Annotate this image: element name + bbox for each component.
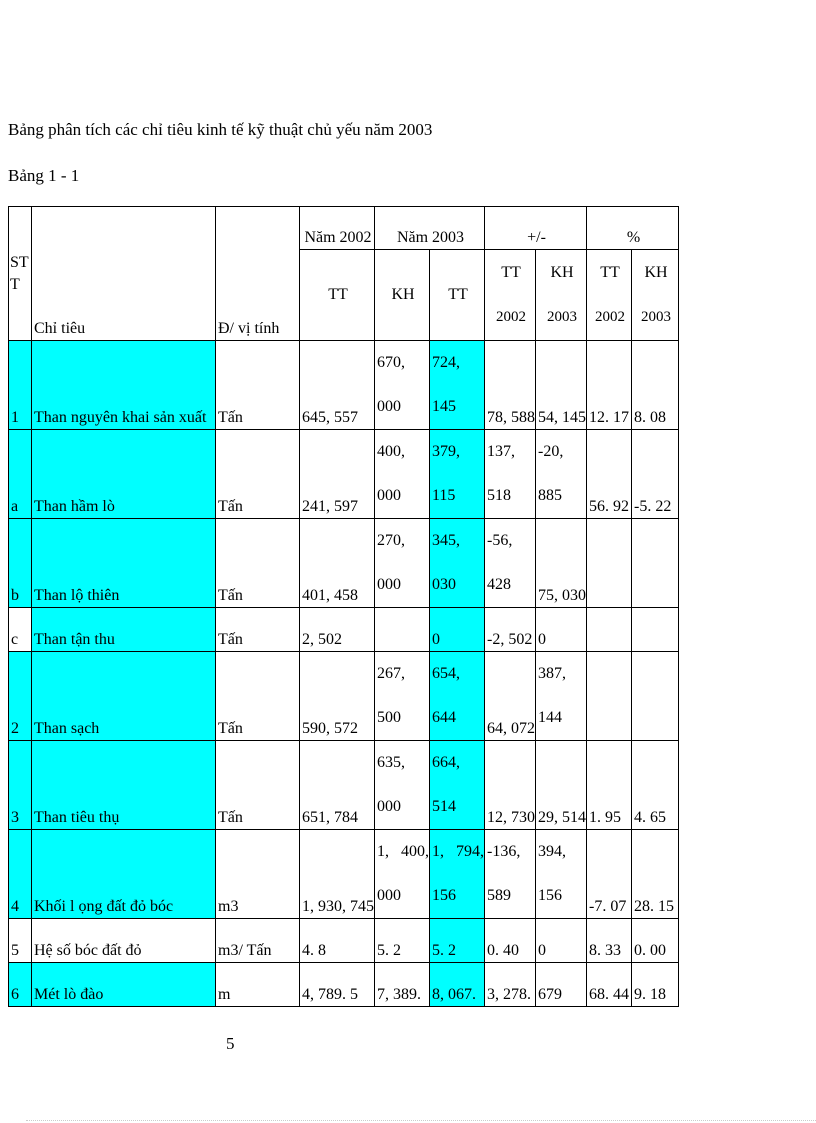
row-pc-kh: 4. 65 xyxy=(632,741,679,830)
header-tt-2002: TT xyxy=(300,250,375,341)
row-unit: m3/ Tấn xyxy=(216,919,300,963)
row-pc-tt: 1. 95 xyxy=(587,741,632,830)
row-pc-tt: 8. 33 xyxy=(587,919,632,963)
table-row xyxy=(9,963,679,1007)
row-pm-kh: 29, 514 xyxy=(536,741,587,830)
row-kh2003: 267, 500 xyxy=(375,652,430,741)
row-tt2002: 645, 557 xyxy=(300,341,375,430)
row-tt2002: 2, 502 xyxy=(300,608,375,652)
row-stt: a xyxy=(9,430,32,519)
row-tt2003: 724, 145 xyxy=(430,341,485,430)
page-number: 5 xyxy=(226,1034,235,1053)
header-stt: ST T xyxy=(9,207,32,341)
header-chi-tieu: Chỉ tiêu xyxy=(32,207,216,341)
row-tt2002: 4, 789. 5 xyxy=(300,963,375,1007)
header-pm-tt: TT 2002 xyxy=(485,250,536,341)
header-kh-2003: KH xyxy=(375,250,430,341)
row-kh2003 xyxy=(375,608,430,652)
table-row xyxy=(9,430,679,519)
row-name: Hệ số bóc đất đỏ xyxy=(32,919,216,963)
row-pc-kh: -5. 22 xyxy=(632,430,679,519)
row-stt: 2 xyxy=(9,652,32,741)
row-tt2003: 345, 030 xyxy=(430,519,485,608)
header-nam-2002: Năm 2002 xyxy=(300,207,375,250)
row-kh2003: 670, 000 xyxy=(375,341,430,430)
table-row xyxy=(9,741,679,830)
row-pm-tt: -56, 428 xyxy=(485,519,536,608)
table-row xyxy=(9,652,679,741)
row-pc-tt: 12. 17 xyxy=(587,341,632,430)
row-pc-tt xyxy=(587,519,632,608)
page-separator xyxy=(26,1120,816,1121)
row-pm-kh: -20, 885 xyxy=(536,430,587,519)
header-pm-kh: KH 2003 xyxy=(536,250,587,341)
row-pc-kh: 9. 18 xyxy=(632,963,679,1007)
row-kh2003: 400, 000 xyxy=(375,430,430,519)
row-name: Than sạch xyxy=(32,652,216,741)
table-caption: Bảng 1 - 1 xyxy=(8,166,80,185)
row-kh2003: 7, 389. xyxy=(375,963,430,1007)
row-pc-kh xyxy=(632,608,679,652)
row-stt: 3 xyxy=(9,741,32,830)
row-stt: c xyxy=(9,608,32,652)
row-unit: Tấn xyxy=(216,608,300,652)
row-pc-tt xyxy=(587,652,632,741)
row-kh2003: 1, 400, 000 xyxy=(375,830,430,919)
row-stt: b xyxy=(9,519,32,608)
row-pm-tt: 12, 730 xyxy=(485,741,536,830)
row-pc-tt: 68. 44 xyxy=(587,963,632,1007)
row-pm-kh: 387, 144 xyxy=(536,652,587,741)
row-pm-tt: -2, 502 xyxy=(485,608,536,652)
table-row xyxy=(9,919,679,963)
row-unit: m xyxy=(216,963,300,1007)
page-title: Bảng phân tích các chỉ tiêu kinh tế kỹ thuật chủ yếu năm 2003 xyxy=(8,120,433,139)
row-stt: 1 xyxy=(9,341,32,430)
row-tt2002: 4. 8 xyxy=(300,919,375,963)
row-pc-kh: 28. 15 xyxy=(632,830,679,919)
row-stt: 5 xyxy=(9,919,32,963)
row-pm-tt: 137, 518 xyxy=(485,430,536,519)
row-pc-kh: 8. 08 xyxy=(632,341,679,430)
row-kh2003: 635, 000 xyxy=(375,741,430,830)
header-pc-kh: KH 2003 xyxy=(632,250,679,341)
row-tt2003: 654, 644 xyxy=(430,652,485,741)
row-name: Than tiêu thụ xyxy=(32,741,216,830)
row-tt2003: 379, 115 xyxy=(430,430,485,519)
row-stt: 6 xyxy=(9,963,32,1007)
row-tt2003: 664, 514 xyxy=(430,741,485,830)
row-pc-tt: -7. 07 xyxy=(587,830,632,919)
row-name: Mét lò đào xyxy=(32,963,216,1007)
row-unit: Tấn xyxy=(216,430,300,519)
row-unit: Tấn xyxy=(216,341,300,430)
row-unit: Tấn xyxy=(216,741,300,830)
row-pc-tt xyxy=(587,608,632,652)
row-pc-tt: 56. 92 xyxy=(587,430,632,519)
table-row xyxy=(9,830,679,919)
row-stt: 4 xyxy=(9,830,32,919)
row-unit: Tấn xyxy=(216,652,300,741)
row-kh2003: 270, 000 xyxy=(375,519,430,608)
table-row xyxy=(9,519,679,608)
row-tt2002: 1, 930, 745 xyxy=(300,830,375,919)
row-tt2003: 8, 067. xyxy=(430,963,485,1007)
header-tt-2003: TT xyxy=(430,250,485,341)
table-row xyxy=(9,341,679,430)
header-pc-tt: TT 2002 xyxy=(587,250,632,341)
row-pm-tt: 64, 072 xyxy=(485,652,536,741)
header-plus-minus: +/- xyxy=(485,207,587,250)
row-pm-tt: 78, 588 xyxy=(485,341,536,430)
row-name: Than nguyên khai sản xuất xyxy=(32,341,216,430)
header-don-vi: Đ/ vị tính xyxy=(216,207,300,341)
row-unit: m3 xyxy=(216,830,300,919)
row-tt2002: 241, 597 xyxy=(300,430,375,519)
row-pm-kh: 394, 156 xyxy=(536,830,587,919)
row-pc-kh xyxy=(632,519,679,608)
row-pm-tt: -136, 589 xyxy=(485,830,536,919)
header-nam-2003: Năm 2003 xyxy=(375,207,485,250)
row-pm-tt: 3, 278. xyxy=(485,963,536,1007)
row-unit: Tấn xyxy=(216,519,300,608)
header-percent: % xyxy=(587,207,679,250)
row-tt2002: 590, 572 xyxy=(300,652,375,741)
row-name: Khối l ọng đất đỏ bóc xyxy=(32,830,216,919)
row-pm-kh: 54, 145 xyxy=(536,341,587,430)
row-pc-kh xyxy=(632,652,679,741)
row-pc-kh: 0. 00 xyxy=(632,919,679,963)
row-kh2003: 5. 2 xyxy=(375,919,430,963)
row-name: Than hầm lò xyxy=(32,430,216,519)
row-pm-kh: 679 xyxy=(536,963,587,1007)
row-name: Than lộ thiên xyxy=(32,519,216,608)
row-tt2003: 5. 2 xyxy=(430,919,485,963)
row-tt2003: 1, 794, 156 xyxy=(430,830,485,919)
row-pm-kh: 75, 030 xyxy=(536,519,587,608)
row-pm-kh: 0 xyxy=(536,919,587,963)
row-name: Than tận thu xyxy=(32,608,216,652)
row-pm-tt: 0. 40 xyxy=(485,919,536,963)
economic-indicators-table xyxy=(8,206,679,1007)
row-tt2002: 651, 784 xyxy=(300,741,375,830)
row-tt2002: 401, 458 xyxy=(300,519,375,608)
row-pm-kh: 0 xyxy=(536,608,587,652)
row-tt2003: 0 xyxy=(430,608,485,652)
table-row xyxy=(9,608,679,652)
